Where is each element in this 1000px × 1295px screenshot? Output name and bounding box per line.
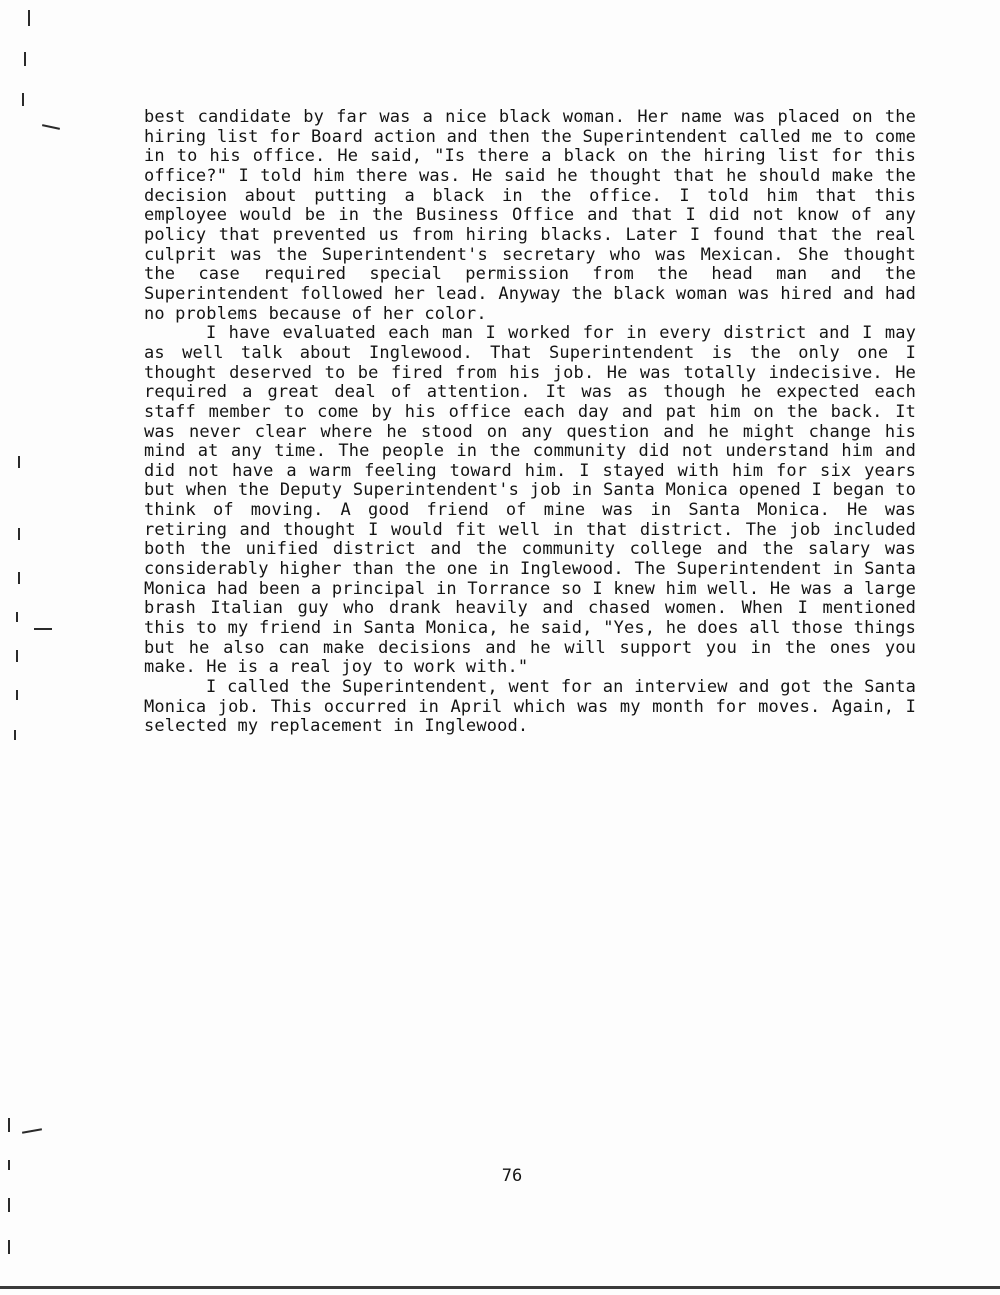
margin-tick (24, 52, 26, 66)
margin-tick (16, 690, 18, 700)
paragraph: I have evaluated each man I worked for in every district and I may as well talk about Inglewood. That Superintendent is the only one I thought deserved to be fired from his job. He was totally indecisive. He required a great deal of attention. It was as though he expected each staff member to come by his office each day and pat him on the back. It was never clear where he stood on any question and he might change his mind at any time. The people in the community did not understand him and did not have a warm feeling toward him. I stayed with him for six years but when the Deputy Superintendent's job in Santa Monica opened I began to think of moving. A good friend of mine was in Santa Monica. He was retiring and thought I would fit well in that district. The job included both the unified district and the community college and the salary was considerably higher than the one in Inglewood. The Superintendent in Santa Monica had been a principal in Torrance so I knew him well. He was a large brash Italian guy who drank heavily and chased women. When I mentioned this to my friend in Santa Monica, he said, "Yes, he does all those things but he also can make decisions and he will support you in the ones you make. He is a real joy to work with." (144, 323, 916, 678)
page-number: 76 (501, 1166, 523, 1186)
margin-tick (18, 456, 20, 468)
margin-tick (8, 1160, 10, 1170)
margin-tick (16, 650, 18, 662)
margin-tick (18, 572, 20, 584)
margin-tick (16, 612, 18, 622)
margin-tick (22, 93, 24, 106)
paragraph: I called the Superintendent, went for an interview and got the Santa Monica job. This occurred in April which was my month for moves. Again, I selected my replacement in Inglewood. (144, 677, 916, 737)
margin-tick (14, 730, 16, 740)
margin-tick (28, 10, 30, 26)
margin-dash (42, 124, 60, 130)
margin-tick (8, 1240, 10, 1254)
body-text (144, 108, 916, 737)
margin-dash (22, 1128, 42, 1133)
bottom-scan-edge (0, 1286, 1000, 1289)
paragraph: best candidate by far was a nice black woman. Her name was placed on the hiring list for Board action and then the Superintendent called me to come in to his office. He said, "Is there a black on the hiring list for this office?" I told him there was. He said he thought that he should make the decision about putting a black in the office. I told him that this employee would be in the Business Office and that I did not know of any policy that prevented us from hiring blacks. Later I found that the real culprit was the Superintendent's secretary who was Mexican. She thought the case required special permission from the head man and the Superintendent followed her lead. Anyway the black woman was hired and had no problems because of her color. (144, 107, 916, 324)
margin-tick (18, 528, 20, 540)
margin-tick (8, 1198, 10, 1212)
margin-dash (34, 628, 52, 630)
margin-tick (8, 1118, 10, 1132)
